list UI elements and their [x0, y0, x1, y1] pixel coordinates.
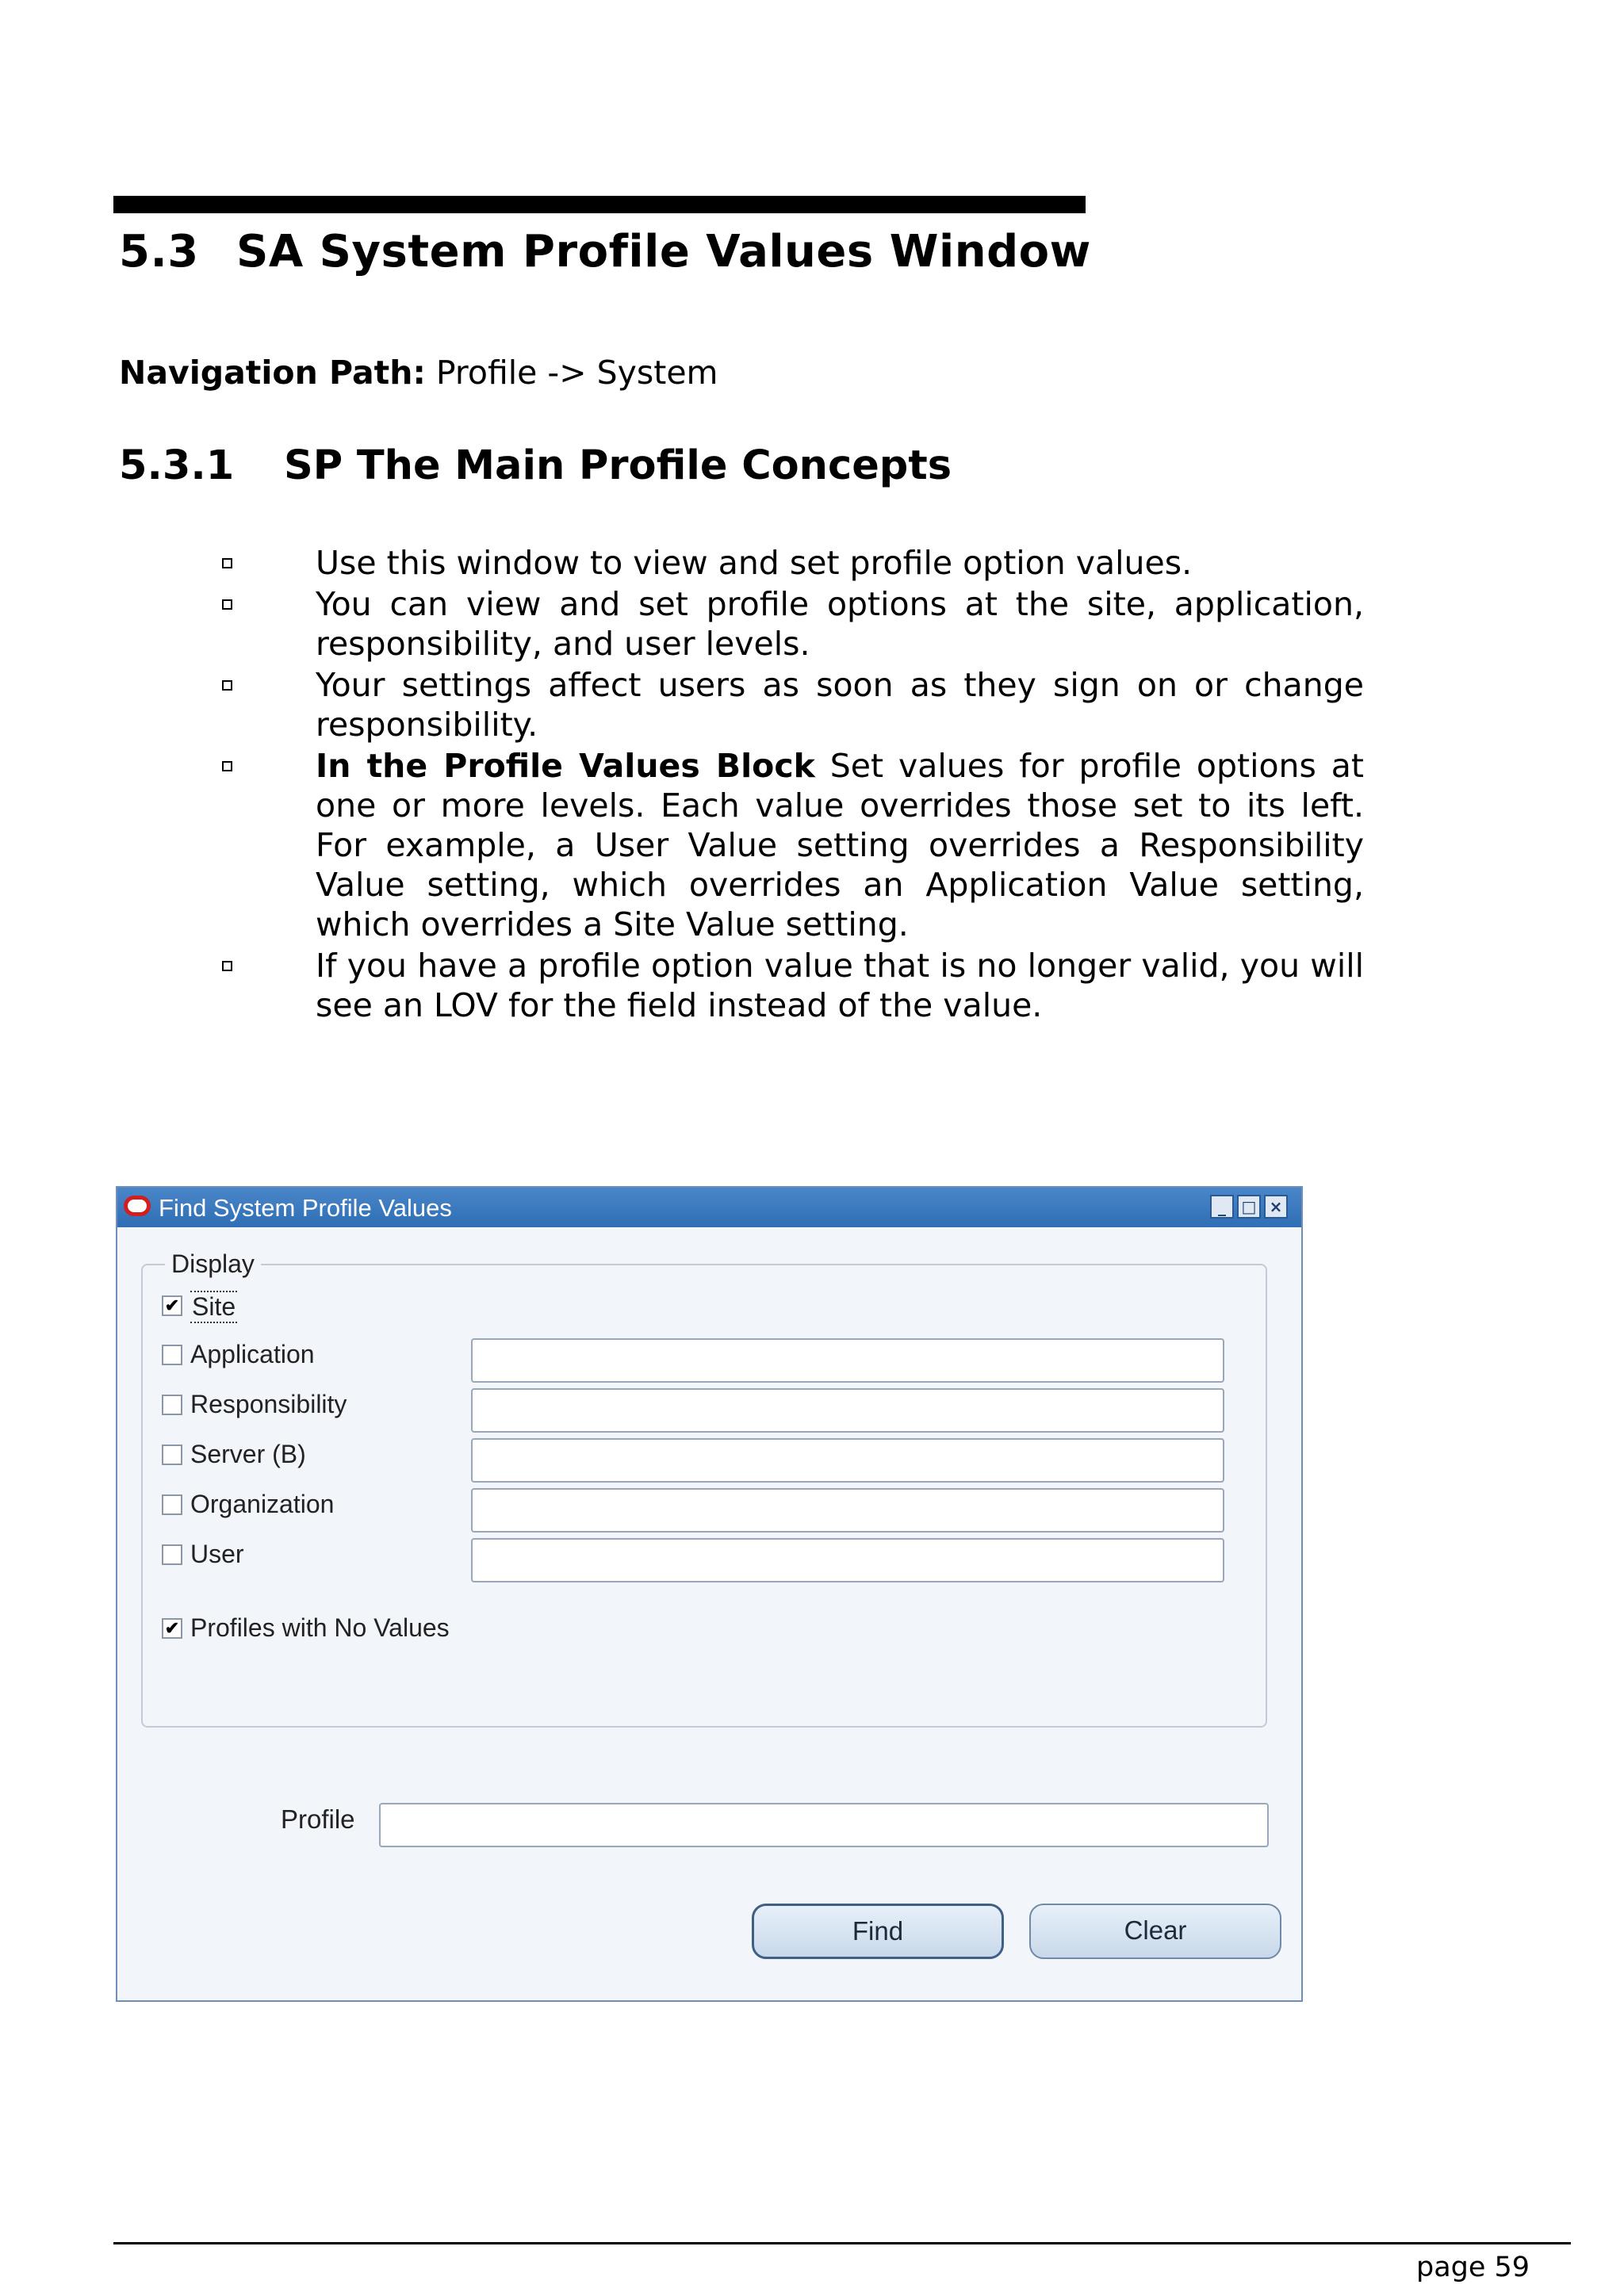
close-icon[interactable]: × [1264, 1195, 1288, 1219]
navigation-value: Profile -> System [435, 354, 718, 392]
profile-label: Profile [281, 1804, 355, 1834]
square-bullet-icon [222, 961, 232, 971]
site-checkbox[interactable]: ✔ [162, 1295, 182, 1316]
section-number: 5.3 [119, 226, 199, 277]
profiles-no-values-label[interactable]: Profiles with No Values [190, 1613, 450, 1642]
user-field[interactable] [471, 1538, 1224, 1582]
organization-checkbox[interactable] [162, 1494, 182, 1515]
display-group-label: Display [165, 1249, 261, 1279]
application-field[interactable] [471, 1338, 1224, 1383]
find-button[interactable]: Find [752, 1904, 1004, 1959]
subsection-number: 5.3.1 [119, 442, 235, 489]
profile-field[interactable] [379, 1803, 1269, 1847]
list-item: Use this window to view and set profile option values. [216, 543, 1364, 583]
section-heading [119, 226, 1091, 277]
window-title: Find System Profile Values [159, 1194, 452, 1222]
square-bullet-icon [222, 680, 232, 691]
server-checkbox[interactable] [162, 1445, 182, 1465]
footer-rule [113, 2242, 1571, 2244]
server-checkbox-label[interactable]: Server (B) [190, 1440, 306, 1468]
organization-field[interactable] [471, 1488, 1224, 1533]
minimize-icon[interactable]: _ [1210, 1195, 1234, 1219]
square-bullet-icon [222, 761, 232, 771]
maximize-icon[interactable]: □ [1237, 1195, 1261, 1219]
page-number: page 59 [1416, 2252, 1530, 2283]
list-item: You can view and set profile options at the site, application, responsibility, and user levels. [216, 584, 1364, 664]
server-field[interactable] [471, 1438, 1224, 1483]
subsection-heading [119, 442, 952, 489]
clear-button[interactable]: Clear [1029, 1904, 1281, 1959]
user-checkbox-label[interactable]: User [190, 1540, 244, 1568]
subsection-title: SP The Main Profile Concepts [284, 442, 952, 489]
responsibility-checkbox[interactable] [162, 1395, 182, 1415]
list-item: If you have a profile option value that is no longer valid, you will see an LOV for the field instead of the value. [216, 946, 1364, 1025]
application-checkbox-label[interactable]: Application [190, 1340, 315, 1368]
heading-rule [113, 196, 1086, 213]
profiles-no-values-checkbox[interactable]: ✔ [162, 1618, 182, 1639]
square-bullet-icon [222, 558, 232, 568]
find-system-profile-values-window [116, 1186, 1303, 2002]
site-checkbox-label[interactable]: Site [190, 1291, 237, 1323]
list-item: In the Profile Values Block Set values for profile options at one or more levels. Each value overrides those set to its left. For example, a User Value setting overrides a Responsibility Value setting, which overrides an Application Value setting, which overrides a Site Value setting. [216, 746, 1364, 944]
responsibility-field[interactable] [471, 1388, 1224, 1433]
navigation-label: Navigation Path: [119, 354, 426, 392]
navigation-path [119, 354, 718, 392]
concept-list [216, 543, 1364, 1027]
oracle-logo-icon [124, 1196, 151, 1216]
user-checkbox[interactable] [162, 1544, 182, 1565]
responsibility-checkbox-label[interactable]: Responsibility [190, 1390, 347, 1418]
organization-checkbox-label[interactable]: Organization [190, 1490, 335, 1518]
application-checkbox[interactable] [162, 1345, 182, 1365]
list-item: Your settings affect users as soon as they sign on or change responsibility. [216, 665, 1364, 744]
square-bullet-icon [222, 599, 232, 610]
section-title: SA System Profile Values Window [236, 226, 1091, 277]
window-titlebar[interactable] [117, 1188, 1301, 1227]
